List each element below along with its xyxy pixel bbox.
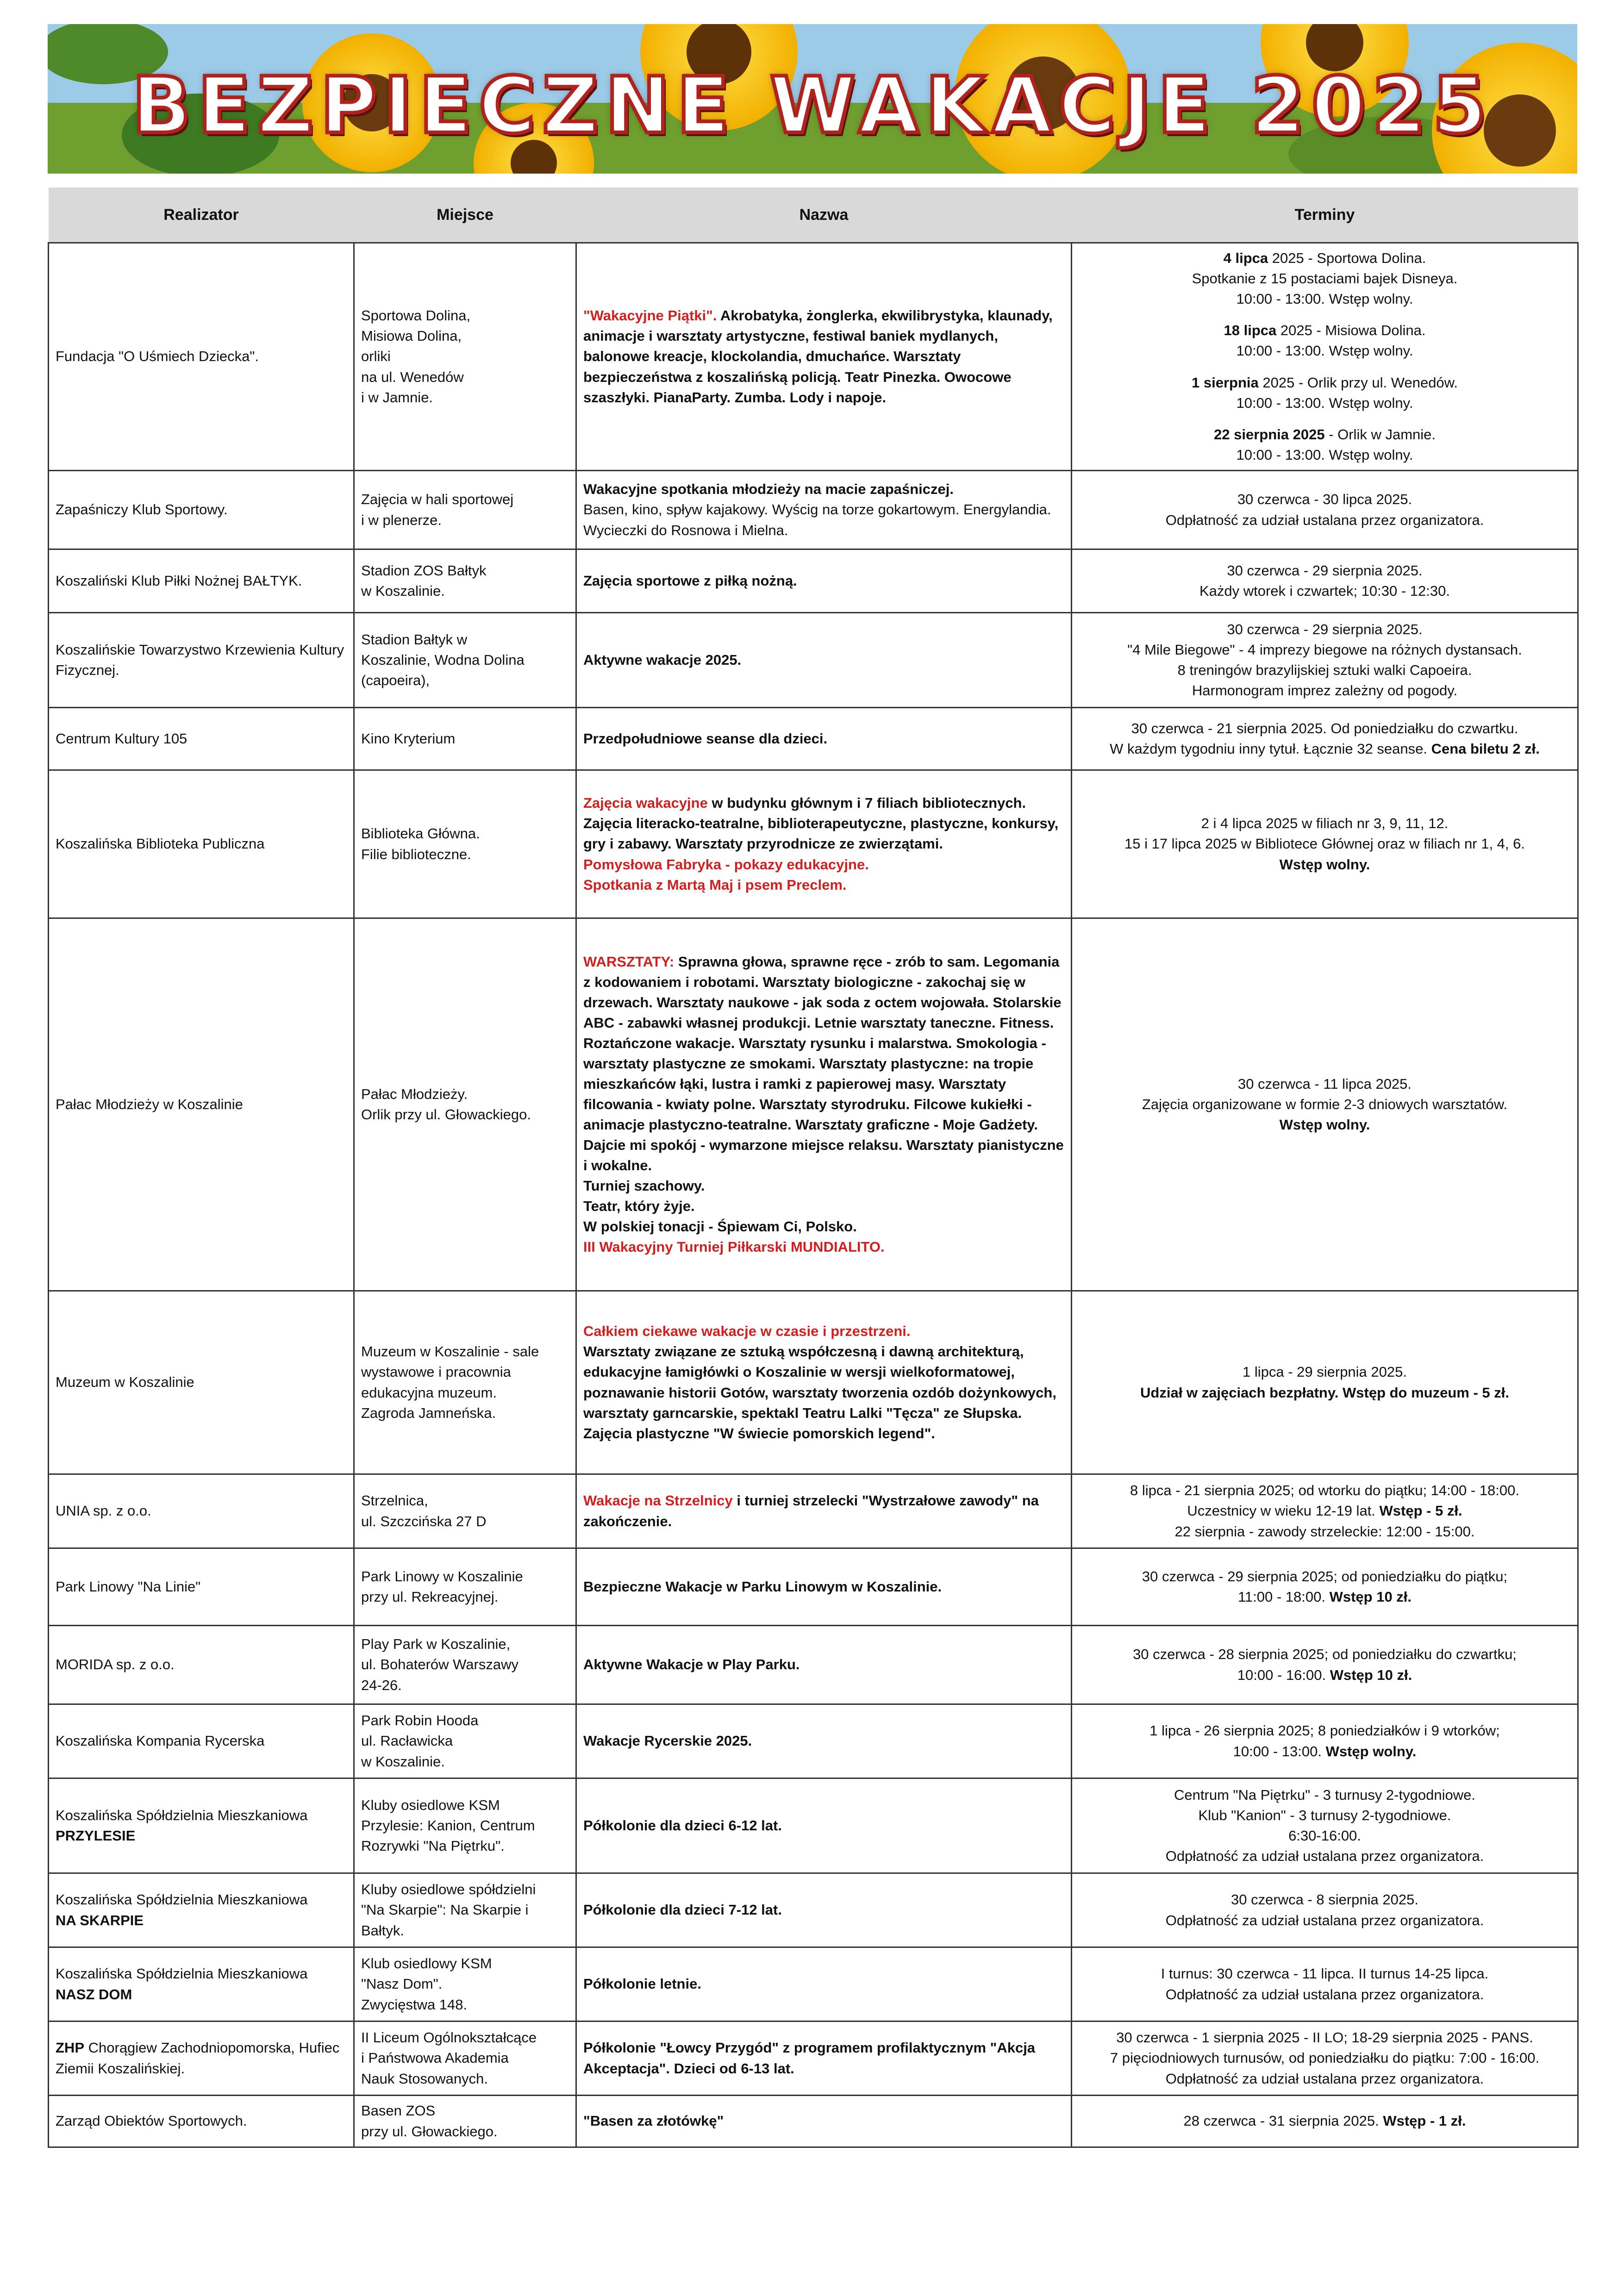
organizer-cell <box>49 1947 354 2021</box>
organizer-bold: PRZYLESIE <box>56 1828 136 1844</box>
place-line: Nauk Stosowanych. <box>361 2070 488 2087</box>
activity-cell <box>576 1474 1072 1548</box>
price-text: Wstęp wolny. <box>1279 856 1370 873</box>
place-cell <box>354 613 576 708</box>
activity-text: Akrobatyka, żonglerka, ekwilibrystyka, klaunady, animacje i warsztaty artystyczne, festiwal baniek mydlanych, balonowe kreacje, klockolandia, dmuchańce. Warsztaty bezpieczeństwa z koszalińską policją. Teatr Pinezka. Owocowe szaszłyki. PianaParty. Zumba. Lody i napoje. <box>583 307 1053 406</box>
highlight-text: III Wakacyjny Turniej Piłkarski MUNDIALITO. <box>583 1239 885 1255</box>
place-cell <box>354 1778 576 1873</box>
place-cell <box>354 1474 576 1548</box>
place-line: Strzelnica, <box>361 1492 428 1509</box>
date-line: 1 lipca - 26 sierpnia 2025; 8 poniedziałków i 9 wtorków; <box>1149 1722 1500 1739</box>
activity-cell <box>576 1291 1072 1474</box>
table-row <box>49 549 1578 613</box>
table-row <box>49 613 1578 708</box>
table-row <box>49 1474 1578 1548</box>
date-bold: 4 lipca <box>1223 250 1268 267</box>
price-text: Wstęp - 1 zł. <box>1383 2113 1466 2129</box>
organizer-cell: Park Linowy "Na Linie" <box>49 1548 354 1626</box>
place-line: Orlik przy ul. Głowackiego. <box>361 1106 531 1123</box>
table-row <box>49 2021 1578 2096</box>
price-text: Wstęp 10 zł. <box>1330 1666 1412 1683</box>
place-cell <box>354 1626 576 1704</box>
activity-text: i turniej strzelecki "Wystrzałowe zawody" na zakończenie. <box>583 1492 1039 1529</box>
place-line: ul. Racławicka <box>361 1733 453 1749</box>
place-line: na ul. Wenedów <box>361 368 464 385</box>
dates-cell <box>1072 770 1578 918</box>
place-cell <box>354 243 576 471</box>
organizer-cell: Centrum Kultury 105 <box>49 708 354 770</box>
date-line: Klub "Kanion" - 3 turnusy 2-tygodniowe. <box>1198 1807 1451 1823</box>
dates-cell <box>1072 2021 1578 2096</box>
date-line: 10:00 - 13:00. Wstęp wolny. <box>1236 394 1413 411</box>
activity-text: w budynku głównym i 7 filiach bibliotecznych. Zajęcia literacko-teatralne, biblioterapeutyczne, plastyczne, konkursy, gry i zabawy. Warsztaty przyrodnicze ze zwierzątami. <box>583 795 1059 852</box>
activity-line: W polskiej tonacji - Śpiewam Ci, Polsko. <box>583 1218 857 1235</box>
place-line: Basen ZOS <box>361 2103 436 2119</box>
place-line: Stadion ZOS Bałtyk <box>361 562 487 579</box>
date-line: 8 treningów brazylijskiej sztuki walki Capoeira. <box>1177 662 1472 678</box>
place-line: 24-26. <box>361 1677 402 1693</box>
place-line: Kino Kryterium <box>361 730 456 747</box>
activity-text: Warsztaty związane ze sztuką współczesną i dawną architekturą, edukacyjne łamigłówki o Koszalinie w wersji wielkoformatowej, poznawanie historii Gotów, warsztaty tworzenia ozdób dożynkowych, warsztaty garncarskie, spektakl Teatru Lalki "Tęcza" ze Słupska. Zajęcia plastyczne "W świecie pomorskich legend". <box>583 1343 1056 1441</box>
dates-cell <box>1072 2096 1578 2147</box>
organizer-bold: NA SKARPIE <box>56 1912 144 1928</box>
price-text: Wstęp wolny. <box>1279 1117 1370 1133</box>
date-line: Odpłatność za udział ustalana przez organizatora. <box>1165 1912 1484 1928</box>
activity-cell: Aktywne wakacje 2025. <box>576 613 1072 708</box>
date-line: 30 czerwca - 8 sierpnia 2025. <box>1231 1891 1418 1908</box>
place-line: Kluby osiedlowe KSM <box>361 1797 500 1813</box>
table-row <box>49 471 1578 549</box>
place-line: Muzeum w Koszalinie - sale <box>361 1343 539 1360</box>
date-text: 10:00 - 13:00. <box>1233 1743 1322 1759</box>
place-line: przy ul. Rekreacyjnej. <box>361 1589 499 1605</box>
organizer-cell: Fundacja "O Uśmiech Dziecka". <box>49 243 354 471</box>
table-row <box>49 1626 1578 1704</box>
date-text: W każdym tygodniu inny tytuł. Łącznie 32 seanse. <box>1110 741 1427 757</box>
date-text: Uczestnicy w wieku 12-19 lat. <box>1187 1503 1375 1519</box>
organizer-cell <box>49 1873 354 1947</box>
price-text: Wstęp wolny. <box>1325 1743 1417 1759</box>
dates-cell <box>1072 918 1578 1291</box>
activity-text: Sprawna głowa, sprawne ręce - zrób to sam. Legomania z kodowaniem i robotami. Warsztaty biologiczne - zakochaj się w drzewach. Warsztaty naukowe - jak soda z octem wojowała. Stolarskie ABC - zabawki własnej produkcji. Letnie warsztaty taneczne. Fitness. Roztańczone wakacje. Warsztaty rysunku i malarstwa. Smokologia - warsztaty plastyczne ze smokami. Warsztaty plastyczne: na tropie mieszkańców łąki, lustra i ramki z papierowej masy. Warsztaty filcowania - kwiaty polne. Warsztaty styrodruku. Filcowe kukiełki - animacje plastyczno-teatralne. Warsztaty graficzne - Moje Gadżety. Dajcie mi spokój - wymarzone miejsce relaksu. Warsztaty pianistyczne i wokalne. <box>583 953 1064 1174</box>
date-line: Harmonogram imprez zależny od pogody. <box>1192 682 1458 699</box>
date-text: 2025 - Sportowa Dolina. <box>1272 250 1426 267</box>
organizer-cell: Muzeum w Koszalinie <box>49 1291 354 1474</box>
highlight-text: WARSZTATY: <box>583 953 675 970</box>
place-line: "Nasz Dom". <box>361 1976 443 1992</box>
place-line: Park Robin Hooda <box>361 1712 479 1729</box>
date-text: 28 czerwca - 31 sierpnia 2025. <box>1183 2113 1379 2129</box>
place-line: wystawowe i pracownia <box>361 1364 511 1380</box>
place-line: Rozrywki "Na Piętrku". <box>361 1838 505 1854</box>
date-line: 10:00 - 13:00. Wstęp wolny. <box>1236 343 1413 359</box>
date-bold: 1 sierpnia <box>1192 374 1259 391</box>
place-line: w Koszalinie. <box>361 583 445 599</box>
highlight-text: Zajęcia wakacyjne <box>583 795 708 811</box>
activity-cell <box>576 471 1072 549</box>
date-text: - Orlik w Jamnie. <box>1329 426 1436 443</box>
table-row <box>49 1947 1578 2021</box>
activity-cell: Półkolonie "Łowcy Przygód" z programem profilaktycznym "Akcja Akceptacja". Dzieci od 6-13 lat. <box>576 2021 1072 2096</box>
table-row <box>49 708 1578 770</box>
place-line: Kluby osiedlowe spółdzielni <box>361 1881 536 1898</box>
date-line: 10:00 - 13:00. Wstęp wolny. <box>1236 446 1413 463</box>
place-line: Bałtyk. <box>361 1922 405 1939</box>
dates-cell <box>1072 1778 1578 1873</box>
place-line: ul. Szczcińska 27 D <box>361 1513 487 1529</box>
organizer-name: Koszalińska Spółdzielnia Mieszkaniowa <box>56 1891 308 1908</box>
place-cell <box>354 708 576 770</box>
dates-cell <box>1072 1873 1578 1947</box>
date-line: Każdy wtorek i czwartek; 10:30 - 12:30. <box>1199 583 1450 599</box>
organizer-cell: Koszalińska Biblioteka Publiczna <box>49 770 354 918</box>
place-line: Zwycięstwa 148. <box>361 1996 468 2013</box>
organizer-bold: ZHP <box>56 2040 84 2056</box>
place-line: "Na Skarpie": Na Skarpie i <box>361 1902 529 1918</box>
dates-cell <box>1072 613 1578 708</box>
organizer-cell: Koszalińskie Towarzystwo Krzewienia Kultury Fizycznej. <box>49 613 354 708</box>
activity-cell: Zajęcia sportowe z piłką nożną. <box>576 549 1072 613</box>
place-cell <box>354 471 576 549</box>
banner-title: BEZPIECZNE WAKACJE 2025 <box>131 60 1493 151</box>
date-line: 10:00 - 13:00. Wstęp wolny. <box>1236 291 1413 307</box>
table-row <box>49 770 1578 918</box>
place-line: Koszalinie, Wodna Dolina <box>361 651 525 668</box>
place-cell <box>354 1947 576 2021</box>
table-header-row <box>49 187 1578 243</box>
place-cell <box>354 2096 576 2147</box>
place-cell <box>354 549 576 613</box>
place-line: ul. Bohaterów Warszawy <box>361 1656 518 1673</box>
dates-cell <box>1072 1474 1578 1548</box>
table-row <box>49 1291 1578 1474</box>
place-line: Biblioteka Główna. <box>361 825 480 842</box>
activity-line: Teatr, który żyje. <box>583 1198 695 1215</box>
date-text: 2025 - Orlik przy ul. Wenedów. <box>1262 374 1458 391</box>
date-line: Odpłatność za udział ustalana przez organizatora. <box>1165 2070 1484 2087</box>
date-line: 30 czerwca - 29 sierpnia 2025. <box>1227 621 1423 637</box>
activity-title: Wakacyjne spotkania młodzieży na macie zapaśniczej. <box>583 481 954 498</box>
organizer-cell: MORIDA sp. z o.o. <box>49 1626 354 1704</box>
date-line: Zajęcia organizowane w formie 2-3 dniowych warsztatów. <box>1142 1096 1508 1112</box>
date-line: Centrum "Na Piętrku" - 3 turnusy 2-tygodniowe. <box>1174 1786 1475 1803</box>
place-line: orliki <box>361 348 391 365</box>
table-row <box>49 243 1578 471</box>
price-text: Cena biletu 2 zł. <box>1431 741 1540 757</box>
place-line: Stadion Bałtyk w <box>361 631 468 648</box>
place-cell <box>354 1873 576 1947</box>
date-line: 8 lipca - 21 sierpnia 2025; od wtorku do piątku; 14:00 - 18:00. <box>1130 1482 1519 1499</box>
date-line: Odpłatność za udział ustalana przez organizatora. <box>1165 1848 1484 1865</box>
place-line: Zagroda Jamneńska. <box>361 1404 496 1421</box>
activity-cell: Półkolonie dla dzieci 6-12 lat. <box>576 1778 1072 1873</box>
place-line: Przylesie: Kanion, Centrum <box>361 1817 535 1834</box>
date-line: Odpłatność za udział ustalana przez organizatora. <box>1165 1986 1484 2003</box>
organizer-name: Koszalińska Spółdzielnia Mieszkaniowa <box>56 1807 308 1823</box>
organizer-name: Koszalińska Spółdzielnia Mieszkaniowa <box>56 1965 308 1982</box>
dates-cell <box>1072 1704 1578 1778</box>
place-line: Sportowa Dolina, <box>361 307 471 324</box>
place-line: Play Park w Koszalinie, <box>361 1636 511 1653</box>
date-line: "4 Mile Biegowe" - 4 imprezy biegowe na różnych dystansach. <box>1127 641 1522 658</box>
organizer-bold: NASZ DOM <box>56 1986 132 2003</box>
organizer-cell: Zapaśniczy Klub Sportowy. <box>49 471 354 549</box>
place-line: Klub osiedlowy KSM <box>361 1955 492 1972</box>
date-text: 2025 - Misiowa Dolina. <box>1280 322 1426 339</box>
date-line: I turnus: 30 czerwca - 11 lipca. II turnus 14-25 lipca. <box>1161 1965 1489 1982</box>
schedule-table <box>48 187 1579 2148</box>
activity-cell: Półkolonie letnie. <box>576 1947 1072 2021</box>
date-line: 30 czerwca - 1 sierpnia 2025 - II LO; 18-29 sierpnia 2025 - PANS. <box>1116 2029 1533 2046</box>
place-line: Zajęcia w hali sportowej <box>361 491 514 508</box>
date-line: 30 czerwca - 29 sierpnia 2025. <box>1227 562 1423 579</box>
dates-cell <box>1072 1291 1578 1474</box>
place-cell <box>354 1548 576 1626</box>
activity-cell: Wakacje Rycerskie 2025. <box>576 1704 1072 1778</box>
place-line: i w plenerze. <box>361 512 442 528</box>
table-row <box>49 1873 1578 1947</box>
header-dates: Terminy <box>1072 187 1578 243</box>
date-line: Spotkanie z 15 postaciami bajek Disneya. <box>1192 270 1458 287</box>
header-banner <box>48 24 1577 174</box>
date-line: 15 i 17 lipca 2025 w Bibliotece Głównej oraz w filiach nr 1, 4, 6. <box>1124 836 1525 852</box>
place-line: Pałac Młodzieży. <box>361 1086 468 1102</box>
organizer-cell: Koszalińska Kompania Rycerska <box>49 1704 354 1778</box>
date-line: 30 czerwca - 30 lipca 2025. <box>1237 491 1412 508</box>
date-line: 30 czerwca - 28 sierpnia 2025; od poniedziałku do czwartku; <box>1133 1646 1517 1663</box>
date-line: 30 czerwca - 11 lipca 2025. <box>1237 1075 1412 1092</box>
place-line: Park Linowy w Koszalinie <box>361 1568 523 1585</box>
activity-cell <box>576 918 1072 1291</box>
activity-cell <box>576 770 1072 918</box>
date-line: Odpłatność za udział ustalana przez organizatora. <box>1165 512 1484 528</box>
date-bold: 22 sierpnia 2025 <box>1214 426 1325 443</box>
place-line: przy ul. Głowackiego. <box>361 2123 498 2140</box>
price-text: Wstęp - 5 zł. <box>1379 1503 1462 1519</box>
place-line: w Koszalinie. <box>361 1753 445 1770</box>
highlight-text: Spotkania z Martą Maj i psem Preclem. <box>583 876 847 893</box>
activity-cell: "Basen za złotówkę" <box>576 2096 1072 2147</box>
table-row <box>49 2096 1578 2147</box>
table-row <box>49 1548 1578 1626</box>
organizer-name: Chorągiew Zachodniopomorska, Hufiec Ziemii Koszalińskiej. <box>56 2040 340 2077</box>
organizer-cell: Zarząd Obiektów Sportowych. <box>49 2096 354 2147</box>
organizer-cell: UNIA sp. z o.o. <box>49 1474 354 1548</box>
dates-cell <box>1072 1947 1578 2021</box>
header-name: Nazwa <box>576 187 1072 243</box>
table-row <box>49 1704 1578 1778</box>
dates-cell <box>1072 243 1578 471</box>
date-text: 10:00 - 16:00. <box>1237 1666 1326 1683</box>
header-organizer: Realizator <box>49 187 354 243</box>
place-line: II Liceum Ogólnokształcące <box>361 2029 537 2046</box>
highlight-text: Pomysłowa Fabryka - pokazy edukacyjne. <box>583 856 869 873</box>
date-line: 1 lipca - 29 sierpnia 2025. <box>1242 1364 1407 1380</box>
table-row <box>49 918 1578 1291</box>
activity-text: Basen, kino, spływ kajakowy. Wyścig na torze gokartowym. Energylandia. Wycieczki do Rosnowa i Mielna. <box>583 501 1051 538</box>
dates-cell <box>1072 471 1578 549</box>
date-line: 7 pięciodniowych turnusów, od poniedziałku do piątku: 7:00 - 16:00. <box>1110 2050 1540 2066</box>
organizer-cell <box>49 2021 354 2096</box>
activity-cell: Przedpołudniowe seanse dla dzieci. <box>576 708 1072 770</box>
price-text: Wstęp 10 zł. <box>1329 1589 1412 1605</box>
place-cell <box>354 1704 576 1778</box>
date-line: 30 czerwca - 29 sierpnia 2025; od poniedziałku do piątku; <box>1142 1568 1508 1585</box>
place-cell <box>354 918 576 1291</box>
activity-cell <box>576 243 1072 471</box>
date-line: 6:30-16:00. <box>1288 1828 1361 1844</box>
date-line: 22 sierpnia - zawody strzeleckie: 12:00 - 15:00. <box>1174 1523 1475 1540</box>
highlight-text: "Wakacyjne Piątki". <box>583 307 717 324</box>
place-line: Filie biblioteczne. <box>361 846 471 862</box>
place-cell <box>354 770 576 918</box>
place-line: Misiowa Dolina, <box>361 328 462 344</box>
place-line: i Państwowa Akademia <box>361 2050 509 2066</box>
date-line: 30 czerwca - 21 sierpnia 2025. Od poniedziałku do czwartku. <box>1131 720 1518 736</box>
place-line: i w Jamnie. <box>361 389 433 406</box>
date-line: 2 i 4 lipca 2025 w filiach nr 3, 9, 11, 12. <box>1201 815 1449 832</box>
table-row <box>49 1778 1578 1873</box>
dates-cell <box>1072 1626 1578 1704</box>
organizer-cell <box>49 1778 354 1873</box>
date-text: 11:00 - 18:00. <box>1237 1589 1325 1605</box>
dates-cell <box>1072 708 1578 770</box>
highlight-text: Wakacje na Strzelnicy <box>583 1492 733 1509</box>
place-line: edukacyjna muzeum. <box>361 1384 497 1401</box>
activity-line: Turniej szachowy. <box>583 1178 705 1194</box>
organizer-cell: Pałac Młodzieży w Koszalinie <box>49 918 354 1291</box>
place-line: (capoeira), <box>361 672 430 688</box>
dates-cell <box>1072 1548 1578 1626</box>
place-cell <box>354 1291 576 1474</box>
highlight-text: Całkiem ciekawe wakacje w czasie i przestrzeni. <box>583 1323 911 1340</box>
dates-cell <box>1072 549 1578 613</box>
organizer-cell: Koszaliński Klub Piłki Nożnej BAŁTYK. <box>49 549 354 613</box>
activity-cell: Aktywne Wakacje w Play Parku. <box>576 1626 1072 1704</box>
date-bold: 18 lipca <box>1224 322 1277 339</box>
place-cell <box>354 2021 576 2096</box>
price-text: Udział w zajęciach bezpłatny. Wstęp do muzeum - 5 zł. <box>1140 1384 1509 1401</box>
header-place: Miejsce <box>354 187 576 243</box>
activity-cell: Bezpieczne Wakacje w Parku Linowym w Koszalinie. <box>576 1548 1072 1626</box>
activity-cell: Półkolonie dla dzieci 7-12 lat. <box>576 1873 1072 1947</box>
